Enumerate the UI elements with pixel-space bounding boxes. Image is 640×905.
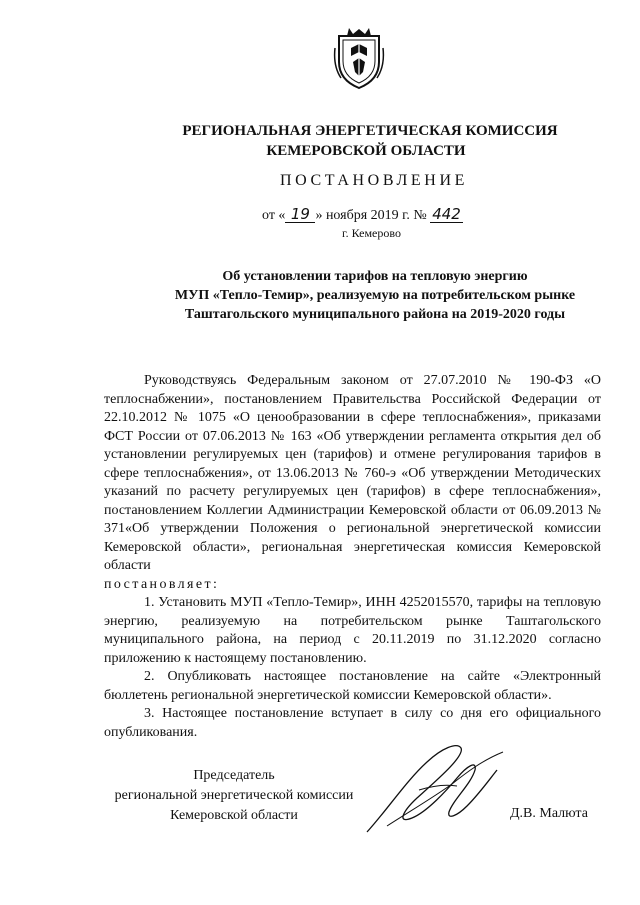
title-line-3: Таштагольского муниципального района на 2019-2020 годы	[184, 307, 566, 322]
date-prefix: от «	[262, 208, 286, 223]
title-line-2: МУП «Тепло-Темир», реализуемую на потребительском рынке	[174, 288, 576, 303]
org-line-2: КЕМЕРОВСКОЙ ОБЛАСТИ	[266, 143, 466, 159]
signatory-title	[104, 766, 364, 826]
item-2: 2. Опубликовать настоящее постановление на сайте «Электронный бюллетень региональной энергетической комиссии Кемеровской области».	[104, 669, 601, 703]
item-1: 1. Установить МУП «Тепло-Темир», ИНН 4252015570, тарифы на тепловую энергию, реализуемую на потребительском рынке Таштагольского муниципального района, на период с 20.11.2019 по 31.12.2020 согласно приложению к настоящему постановлению.	[104, 595, 601, 666]
postanovlyaet: постановляет:	[104, 576, 220, 592]
preamble-paragraph: Руководствуясь Федеральным законом от 27.07.2010 № 190-ФЗ «О теплоснабжении», постановлением Правительства Российской Федерации от 22.10.2012 № 1075 «О ценообразовании в сфере теплоснабжения», приказами ФСТ России от 07.06.2013 № 163 «Об утверждении регламента открытия дел об установлении регулируемых цен (тарифов) и отмене регулирования тарифов в сфере теплоснабжения», от 13.06.2013 № 760-э «Об утверждении Методических указаний по расчету регулируемых цен (тарифов) в сфере теплоснабжения», постановлением Коллегии Администрации Кемеровской области от 06.09.2013 № 371«Об утверждении Положения о региональной энергетической комиссии Кемеровской области», региональная энергетическая комиссия Кемеровской области	[104, 373, 601, 573]
org-line-1: РЕГИОНАЛЬНАЯ ЭНЕРГЕТИЧЕСКАЯ КОМИССИЯ	[182, 123, 558, 139]
signatory-line-1: Председатель	[193, 768, 275, 783]
signatory-name: Д.В. Малюта	[510, 806, 588, 821]
document-type: ПОСТАНОВЛЕНИЕ	[280, 172, 468, 189]
city: г. Кемерово	[342, 226, 401, 240]
document-body	[104, 372, 601, 742]
title-line-1: Об установлении тарифов на тепловую энергию	[222, 269, 528, 284]
item-3: 3. Настоящее постановление вступает в силу со дня его официального опубликования.	[104, 706, 601, 740]
date-month-year: » ноября 2019 г. №	[315, 208, 427, 223]
signatory-line-3: Кемеровской области	[170, 808, 298, 823]
date-day: 19	[285, 207, 315, 223]
handwritten-signature	[357, 740, 507, 840]
document-title	[150, 267, 600, 324]
date-line	[262, 207, 463, 224]
signatory-line-2: региональной энергетической комиссии	[114, 788, 354, 803]
document-number: 442	[432, 205, 461, 223]
coat-of-arms-emblem	[333, 26, 385, 90]
organization-name	[0, 121, 640, 161]
